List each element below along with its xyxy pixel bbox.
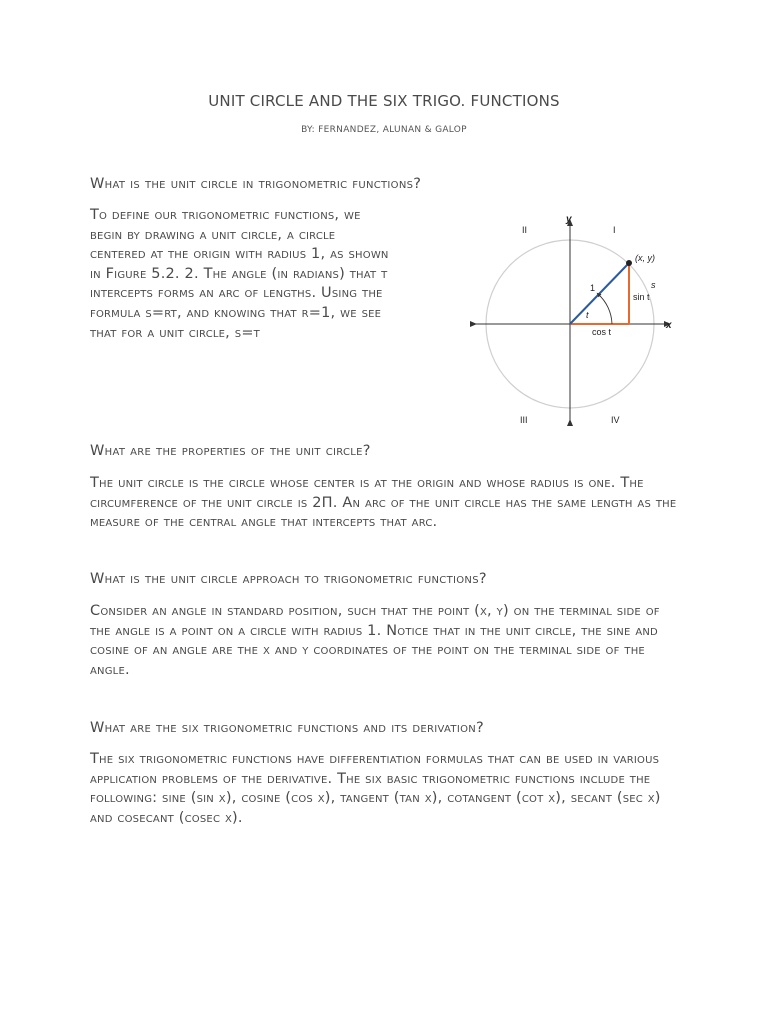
- paragraph-line: intercepts forms an arc of lengths. Using the: [90, 285, 383, 302]
- angle-label: t: [586, 310, 589, 320]
- paragraph-properties: The unit circle is the circle whose center is at the origin and whose radius is one. The circumference of the unit circle is 2Π. An arc of the unit circle has the same length as the measure of the central angle that intercepts that arc.: [90, 475, 677, 531]
- question-six-functions: What are the six trigonometric functions and its derivation?: [90, 720, 485, 736]
- y-axis-label: y: [566, 214, 572, 225]
- angle-arc: [598, 294, 612, 324]
- paragraph-approach: Consider an angle in standard position, such that the point (x, y) on the terminal side of the angle is a point on a circle with radius 1. Notice that in the unit circle, the sine and cosine of an angle are the x and y coordinates of the point on the terminal side of the angle.: [90, 603, 660, 678]
- paragraph-six-functions: The six trigonometric functions have differentiation formulas that can be used in various application problems of the derivative. The six basic trigonometric functions include the following: sine (sin x), cosine (cos x), tangent (tan x), cotangent (cot x), secant (sec x) and cosecant (cosec x).: [90, 751, 661, 826]
- paragraph-unit-circle: [90, 206, 450, 343]
- question-approach: What is the unit circle approach to trigonometric functions?: [90, 571, 487, 587]
- quadrant-label-iv: IV: [611, 415, 620, 425]
- radius-label: 1: [590, 283, 596, 293]
- question-properties: What are the properties of the unit circle?: [90, 443, 371, 459]
- point-label: (x, y): [635, 253, 655, 263]
- byline: BY: FERNANDEZ, ALUNAN & GALOP: [301, 125, 467, 135]
- paragraph-line: centered at the origin with radius 1, as shown: [90, 246, 389, 263]
- quadrant-label-i: I: [613, 225, 616, 235]
- paragraph-line: begin by drawing a unit circle, a circle: [90, 226, 336, 243]
- sin-label: sin t: [633, 292, 650, 302]
- quadrant-label-ii: II: [522, 225, 528, 235]
- paragraph-line: To define our trigonometric functions, we: [90, 207, 361, 223]
- radius-line: [570, 263, 629, 324]
- paragraph-line: in Figure 5.2. 2. The angle (in radians) that t: [90, 265, 388, 282]
- paragraph-line: that for a unit circle, s=t: [90, 324, 260, 341]
- question-unit-circle: What is the unit circle in trigonometric functions?: [90, 176, 422, 192]
- cos-label: cos t: [592, 327, 612, 337]
- point-marker: [626, 260, 632, 266]
- unit-circle-figure: [468, 208, 678, 430]
- x-axis-label: x: [666, 320, 672, 331]
- quadrant-label-iii: III: [520, 415, 528, 425]
- document-title: UNIT CIRCLE AND THE SIX TRIGO. FUNCTIONS: [208, 92, 560, 110]
- arc-label: s: [651, 280, 656, 290]
- paragraph-line: formula s=rt, and knowing that r=1, we see: [90, 304, 382, 321]
